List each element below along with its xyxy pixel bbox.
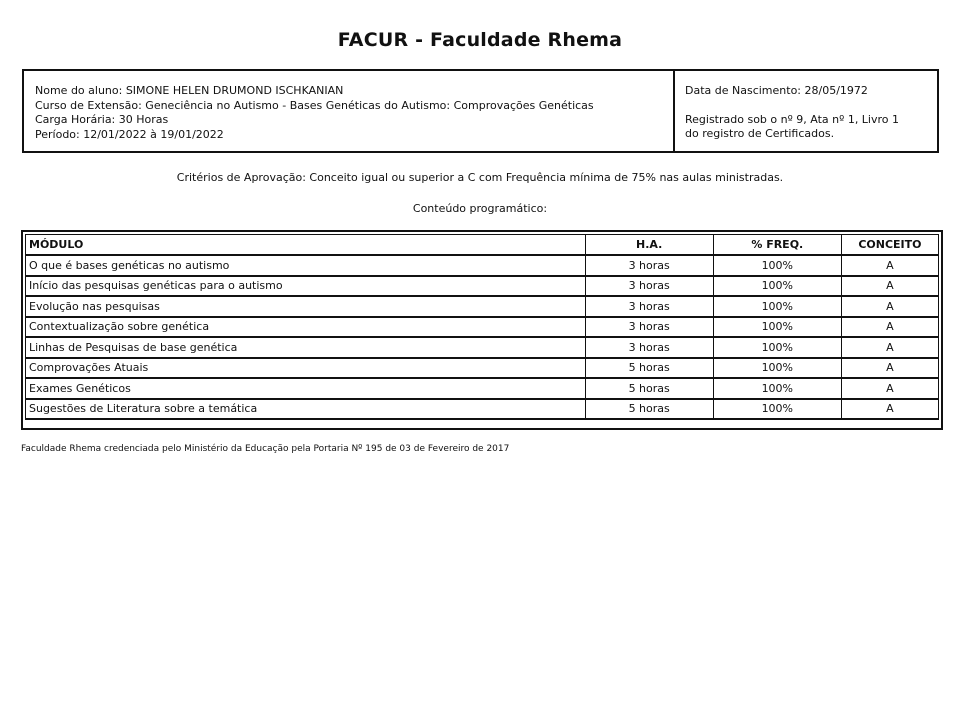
birth-date: Data de Nascimento: 28/05/1972: [685, 84, 868, 97]
cell-freq: 100%: [713, 276, 841, 297]
table-row: [26, 255, 939, 276]
cell-conceito: A: [841, 255, 938, 276]
cell-modulo: Linhas de Pesquisas de base genética: [26, 337, 586, 358]
cell-freq: 100%: [713, 317, 841, 338]
header-modulo: MÓDULO: [26, 235, 586, 256]
modules-table: [25, 234, 939, 420]
cell-modulo: Exames Genéticos: [26, 378, 586, 399]
cell-freq: 100%: [713, 337, 841, 358]
cell-ha: 5 horas: [585, 358, 713, 379]
cell-modulo: Contextualização sobre genética: [26, 317, 586, 338]
cell-ha: 3 horas: [585, 296, 713, 317]
header-ha: H.A.: [585, 235, 713, 256]
cell-ha: 3 horas: [585, 317, 713, 338]
cell-ha: 5 horas: [585, 399, 713, 420]
approval-criteria: Critérios de Aprovação: Conceito igual ou superior a C com Frequência mínima de 75% nas aulas ministradas.: [176, 171, 784, 184]
course-hours: Carga Horária: 30 Horas: [35, 113, 169, 126]
accreditation-note: Faculdade Rhema credenciada pelo Ministério da Educação pela Portaria Nº 195 de 03 de Fevereiro de 2017: [21, 444, 510, 454]
modules-table-frame: [21, 230, 943, 430]
cell-ha: 3 horas: [585, 255, 713, 276]
cell-ha: 3 horas: [585, 276, 713, 297]
cell-conceito: A: [841, 399, 938, 420]
table-row: [26, 296, 939, 317]
table-row: [26, 276, 939, 297]
cell-freq: 100%: [713, 296, 841, 317]
header-conceito: CONCEITO: [841, 235, 938, 256]
table-row: [26, 399, 939, 420]
cell-modulo: Sugestões de Literatura sobre a temática: [26, 399, 586, 420]
student-info: [24, 71, 675, 151]
table-row: [26, 317, 939, 338]
cell-freq: 100%: [713, 358, 841, 379]
cell-conceito: A: [841, 358, 938, 379]
table-row: [26, 358, 939, 379]
cell-conceito: A: [841, 378, 938, 399]
cell-modulo: Início das pesquisas genéticas para o autismo: [26, 276, 586, 297]
cell-conceito: A: [841, 317, 938, 338]
registry-info: [675, 71, 937, 151]
course-name: Curso de Extensão: Geneciência no Autismo - Bases Genéticas do Autismo: Comprovações Genéticas: [35, 98, 594, 112]
cell-ha: 3 horas: [585, 337, 713, 358]
cell-modulo: Comprovações Atuais: [26, 358, 586, 379]
cell-ha: 5 horas: [585, 378, 713, 399]
header-freq: % FREQ.: [713, 235, 841, 256]
registry-line-2: do registro de Certificados.: [685, 127, 835, 140]
cell-freq: 100%: [713, 255, 841, 276]
cell-freq: 100%: [713, 378, 841, 399]
cell-modulo: O que é bases genéticas no autismo: [26, 255, 586, 276]
table-row: [26, 337, 939, 358]
cell-freq: 100%: [713, 399, 841, 420]
course-period: Período: 12/01/2022 à 19/01/2022: [35, 127, 224, 141]
cell-modulo: Evolução nas pesquisas: [26, 296, 586, 317]
program-content-label: Conteúdo programático:: [412, 202, 548, 215]
cell-conceito: A: [841, 296, 938, 317]
student-name: Nome do aluno: SIMONE HELEN DRUMOND ISCHKANIAN: [35, 84, 344, 97]
table-header-row: [26, 235, 939, 256]
table-row: [26, 378, 939, 399]
cell-conceito: A: [841, 337, 938, 358]
student-info-box: [22, 69, 939, 153]
cell-conceito: A: [841, 276, 938, 297]
registry-line-1: Registrado sob o nº 9, Ata nº 1, Livro 1: [685, 112, 900, 126]
page-title: FACUR - Faculdade Rhema: [337, 29, 623, 51]
